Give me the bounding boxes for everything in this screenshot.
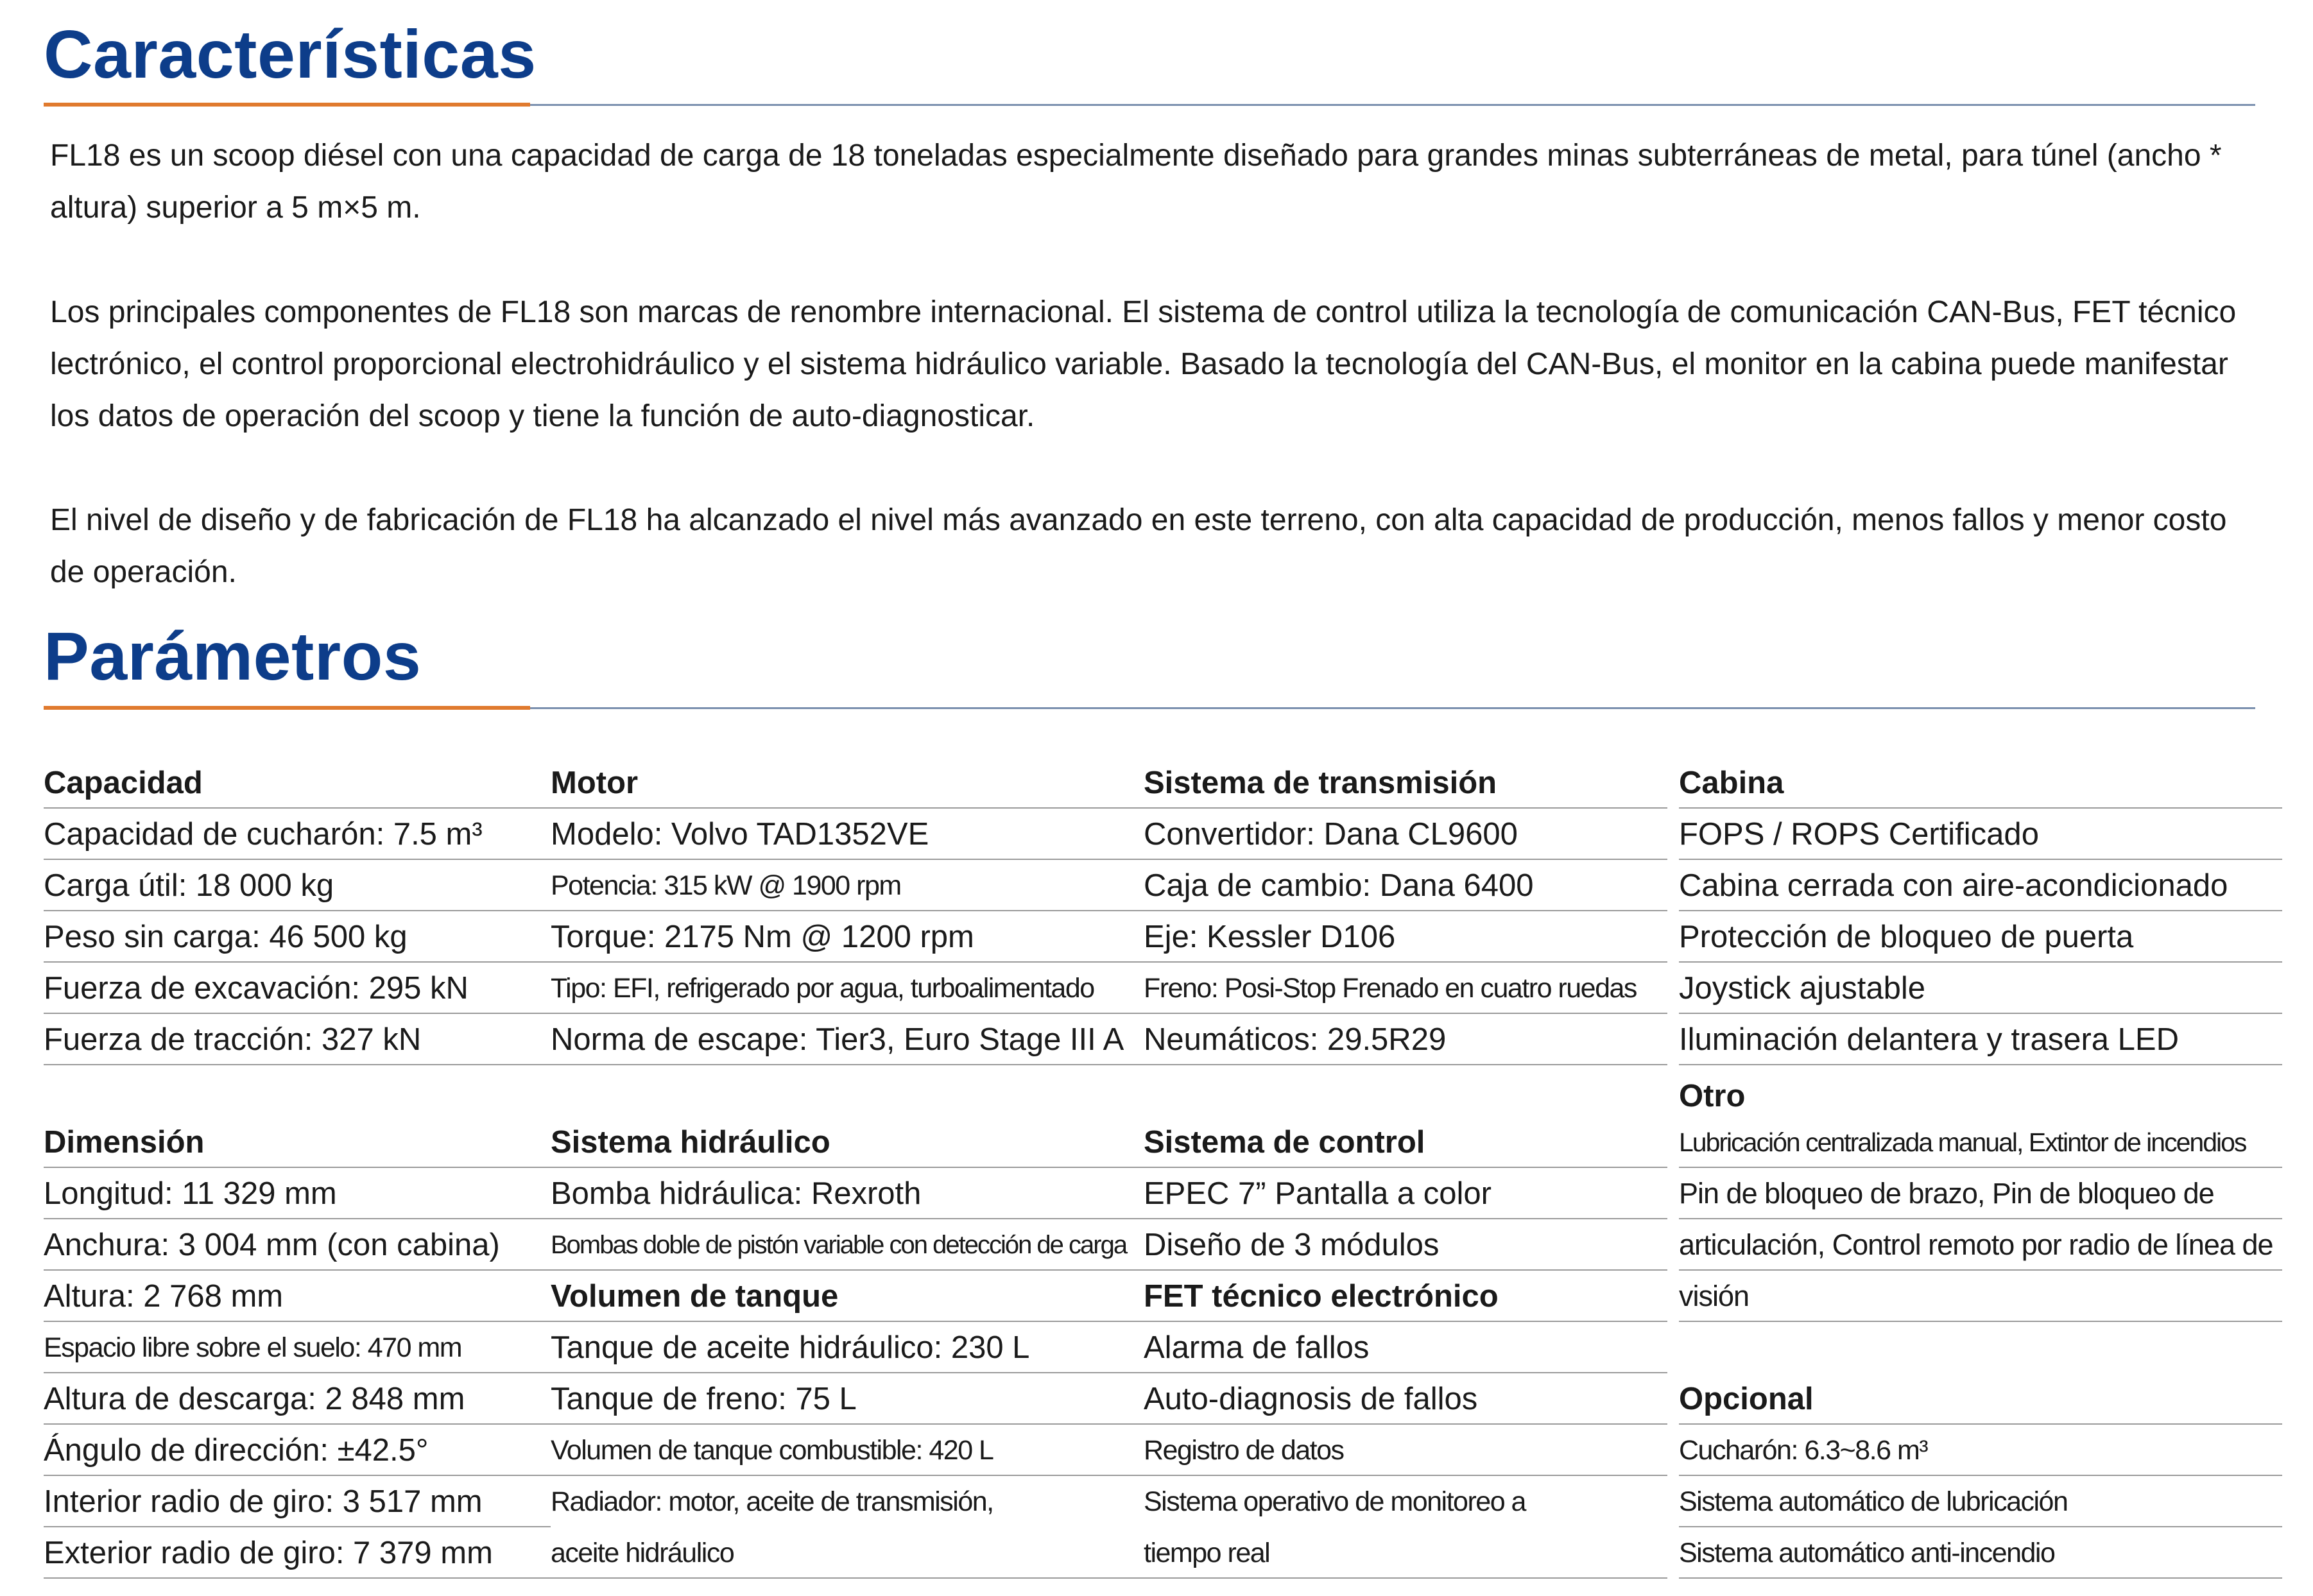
features-paragraph-2: Los principales componentes de FL18 son marcas de renombre internacional. El sistema de control utiliza la tecnología de comunicación CAN-Bus, FET técnico lectrónico, el control proporcional electrohidráulico y el sistema hidráulico variable. Basado la tecnología del CAN-Bus, el monitor en la cabina puede manifestar los datos de operación del scoop y tiene la función de auto-diagnosticar. — [50, 295, 2237, 433]
spacer — [44, 1065, 551, 1117]
capacidad-row: Fuerza de excavación: 295 kN — [44, 963, 551, 1014]
motor-row: Modelo: Volvo TAD1352VE — [551, 809, 1144, 860]
params-title: Parámetros — [44, 619, 422, 694]
transmision-row: Eje: Kessler D106 — [1144, 911, 1667, 963]
opcional-heading: Opcional — [1679, 1373, 2282, 1425]
features-divider — [44, 104, 2255, 106]
motor-heading: Motor — [551, 757, 1144, 809]
dimension-row: Exterior radio de giro: 7 379 mm — [44, 1527, 551, 1579]
control-row: EPEC 7” Pantalla a color — [1144, 1168, 1667, 1219]
features-paragraph-3: El nivel de diseño y de fabricación de FL18 ha alcanzado el nivel más avanzado en este terreno, con alta capacidad de producción, menos fallos y menor costo de operación. — [50, 503, 2227, 589]
params-col-motor — [551, 757, 1144, 1579]
control-row: Diseño de 3 módulos — [1144, 1219, 1667, 1271]
transmision-row: Freno: Posi-Stop Frenado en cuatro ruedas — [1144, 963, 1667, 1014]
tanque-row: aceite hidráulico — [551, 1527, 1144, 1579]
params-col-capacidad — [44, 757, 551, 1579]
dimension-row: Espacio libre sobre el suelo: 470 mm — [44, 1322, 551, 1373]
otro-row: Lubricación centralizada manual, Extintor de incendios — [1679, 1117, 2282, 1168]
cabina-row: FOPS / ROPS Certificado — [1679, 809, 2282, 860]
fet-row: Alarma de fallos — [1144, 1322, 1667, 1373]
dimension-row: Anchura: 3 004 mm (con cabina) — [44, 1219, 551, 1271]
opcional-row: Sistema automático de lubricación — [1679, 1476, 2282, 1527]
dimension-row: Longitud: 11 329 mm — [44, 1168, 551, 1219]
otro-heading: Otro — [1679, 1079, 1746, 1113]
fet-row: tiempo real — [1144, 1527, 1667, 1579]
hidraulico-row: Bombas doble de pistón variable con detección de carga — [551, 1219, 1144, 1271]
hidraulico-heading: Sistema hidráulico — [551, 1117, 1144, 1168]
spacer — [1679, 1322, 2282, 1373]
motor-row: Potencia: 315 kW @ 1900 rpm — [551, 860, 1144, 911]
fet-row: Sistema operativo de monitoreo a — [1144, 1486, 1526, 1517]
features-paragraph-1: FL18 es un scoop diésel con una capacidad de carga de 18 toneladas especialmente diseñado para grandes minas subterráneas de metal, para túnel (ancho * altura) superior a 5 m×5 m. — [50, 139, 2222, 225]
cabina-row: Iluminación delantera y trasera LED — [1679, 1014, 2282, 1065]
capacidad-row: Peso sin carga: 46 500 kg — [44, 911, 551, 963]
opcional-row: Cucharón: 6.3~8.6 m³ — [1679, 1425, 2282, 1476]
dimension-row: Ángulo de dirección: ±42.5° — [44, 1425, 551, 1476]
fet-row: Registro de datos — [1144, 1425, 1667, 1476]
fet-row: Auto-diagnosis de fallos — [1144, 1373, 1667, 1425]
cabina-row: Cabina cerrada con aire-acondicionado — [1679, 860, 2282, 911]
params-col-transmision — [1144, 757, 1667, 1579]
tanque-row: Tanque de aceite hidráulico: 230 L — [551, 1322, 1144, 1373]
control-heading: Sistema de control — [1144, 1117, 1667, 1168]
capacidad-row: Capacidad de cucharón: 7.5 m³ — [44, 809, 551, 860]
dimension-row: Interior radio de giro: 3 517 mm — [44, 1476, 551, 1527]
tanque-heading: Volumen de tanque — [551, 1271, 1144, 1322]
hidraulico-row: Bomba hidráulica: Rexroth — [551, 1168, 1144, 1219]
fet-heading: FET técnico electrónico — [1144, 1271, 1667, 1322]
params-divider-accent — [44, 706, 530, 710]
capacidad-row: Fuerza de tracción: 327 kN — [44, 1014, 551, 1065]
dimension-row: Altura de descarga: 2 848 mm — [44, 1373, 551, 1425]
motor-row: Torque: 2175 Nm @ 1200 rpm — [551, 911, 1144, 963]
params-divider — [44, 707, 2255, 709]
params-col-cabina — [1679, 757, 2282, 1579]
spacer — [1144, 1065, 1667, 1117]
cabina-heading: Cabina — [1679, 757, 2282, 809]
transmision-row: Convertidor: Dana CL9600 — [1144, 809, 1667, 860]
otro-note-text: Pin de bloqueo de brazo, Pin de bloqueo de articulación, Control remoto por radio de línea de visión — [1679, 1177, 2273, 1312]
tanque-row: Tanque de freno: 75 L — [551, 1373, 1144, 1425]
capacidad-row: Carga útil: 18 000 kg — [44, 860, 551, 911]
features-divider-accent — [44, 103, 530, 107]
dimension-heading: Dimensión — [44, 1117, 551, 1168]
opcional-row: Sistema automático anti-incendio — [1679, 1527, 2282, 1579]
motor-row: Tipo: EFI, refrigerado por agua, turboalimentado — [551, 963, 1144, 1014]
tanque-row: Volumen de tanque combustible: 420 L — [551, 1425, 1144, 1476]
cabina-row: Joystick ajustable — [1679, 963, 2282, 1014]
cabina-row: Protección de bloqueo de puerta — [1679, 911, 2282, 963]
transmision-heading: Sistema de transmisión — [1144, 757, 1667, 809]
tanque-row: Radiador: motor, aceite de transmisión, — [551, 1486, 993, 1517]
capacidad-heading: Capacidad — [44, 757, 551, 809]
transmision-row: Neumáticos: 29.5R29 — [1144, 1014, 1667, 1065]
transmision-row: Caja de cambio: Dana 6400 — [1144, 860, 1667, 911]
spacer — [551, 1065, 1144, 1117]
otro-note — [1679, 1168, 2282, 1322]
dimension-row: Altura: 2 768 mm — [44, 1271, 551, 1322]
motor-row: Norma de escape: Tier3, Euro Stage III A — [551, 1014, 1144, 1065]
features-title: Características — [44, 17, 537, 92]
